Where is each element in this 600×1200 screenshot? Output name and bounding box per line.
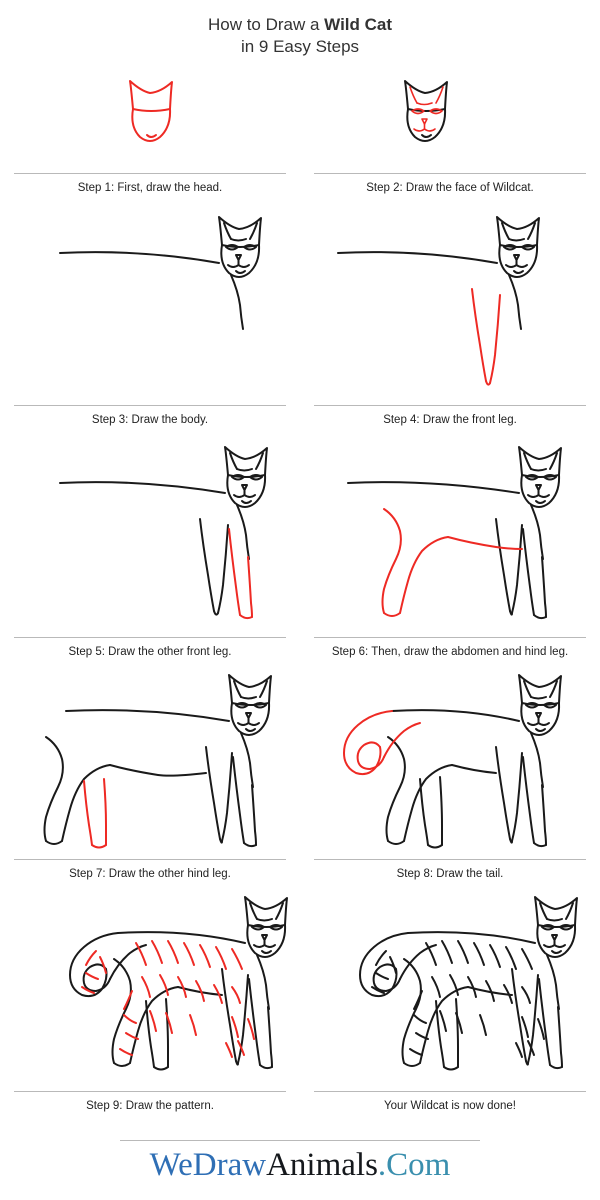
site-logo[interactable] <box>0 1147 600 1200</box>
step-cell-6 <box>300 437 600 669</box>
step-3-caption: Step 3: Draw the body. <box>91 414 209 426</box>
logo-part-wedraw: WeDraw <box>149 1147 267 1183</box>
step-row-4 <box>0 669 600 891</box>
step-10-drawing <box>300 891 600 1091</box>
step-7-caption: Step 7: Draw the other hind leg. <box>69 868 231 880</box>
step-6-caption: Step 6: Then, draw the abdomen and hind leg. <box>331 646 569 658</box>
step-8-caption: Step 8: Draw the tail. <box>396 868 504 880</box>
step-cell-7 <box>0 669 300 891</box>
title-prefix: How to Draw a <box>207 15 325 34</box>
step-cell-2 <box>300 63 600 205</box>
step-cell-1 <box>0 63 300 205</box>
footer-divider <box>120 1140 480 1141</box>
step-row-5 <box>0 891 600 1123</box>
step-1-caption: Step 1: First, draw the head. <box>77 182 223 194</box>
logo-part-com: .Com <box>377 1147 451 1183</box>
page-title <box>0 0 600 57</box>
title-line-1 <box>0 14 600 36</box>
step-cell-9 <box>0 891 300 1123</box>
step-5-caption: Step 5: Draw the other front leg. <box>68 646 232 658</box>
step-cell-5 <box>0 437 300 669</box>
step-cell-3 <box>0 205 300 437</box>
step-cell-8 <box>300 669 600 891</box>
step-9-drawing <box>0 891 300 1091</box>
step-1-drawing <box>0 63 300 173</box>
step-6-drawing <box>300 437 600 637</box>
step-cell-10 <box>300 891 600 1123</box>
title-line-2: in 9 Easy Steps <box>240 37 360 56</box>
steps-grid <box>0 63 600 1123</box>
step-4-caption: Step 4: Draw the front leg. <box>383 414 517 426</box>
step-row-2 <box>0 205 600 437</box>
step-10-caption: Your Wildcat is now done! <box>384 1100 516 1112</box>
step-row-1 <box>0 63 600 205</box>
step-2-drawing <box>300 63 600 173</box>
site-footer <box>0 1140 600 1200</box>
step-7-drawing <box>0 669 300 859</box>
step-cell-4 <box>300 205 600 437</box>
step-5-drawing <box>0 437 300 637</box>
step-2-caption: Step 2: Draw the face of Wildcat. <box>366 182 534 194</box>
title-subject: Wild Cat <box>324 15 393 34</box>
step-9-caption: Step 9: Draw the pattern. <box>86 1100 214 1112</box>
step-3-drawing <box>0 205 300 405</box>
logo-part-animals: Animals <box>266 1147 378 1183</box>
step-4-drawing <box>300 205 600 405</box>
step-row-3 <box>0 437 600 669</box>
step-8-drawing <box>300 669 600 859</box>
